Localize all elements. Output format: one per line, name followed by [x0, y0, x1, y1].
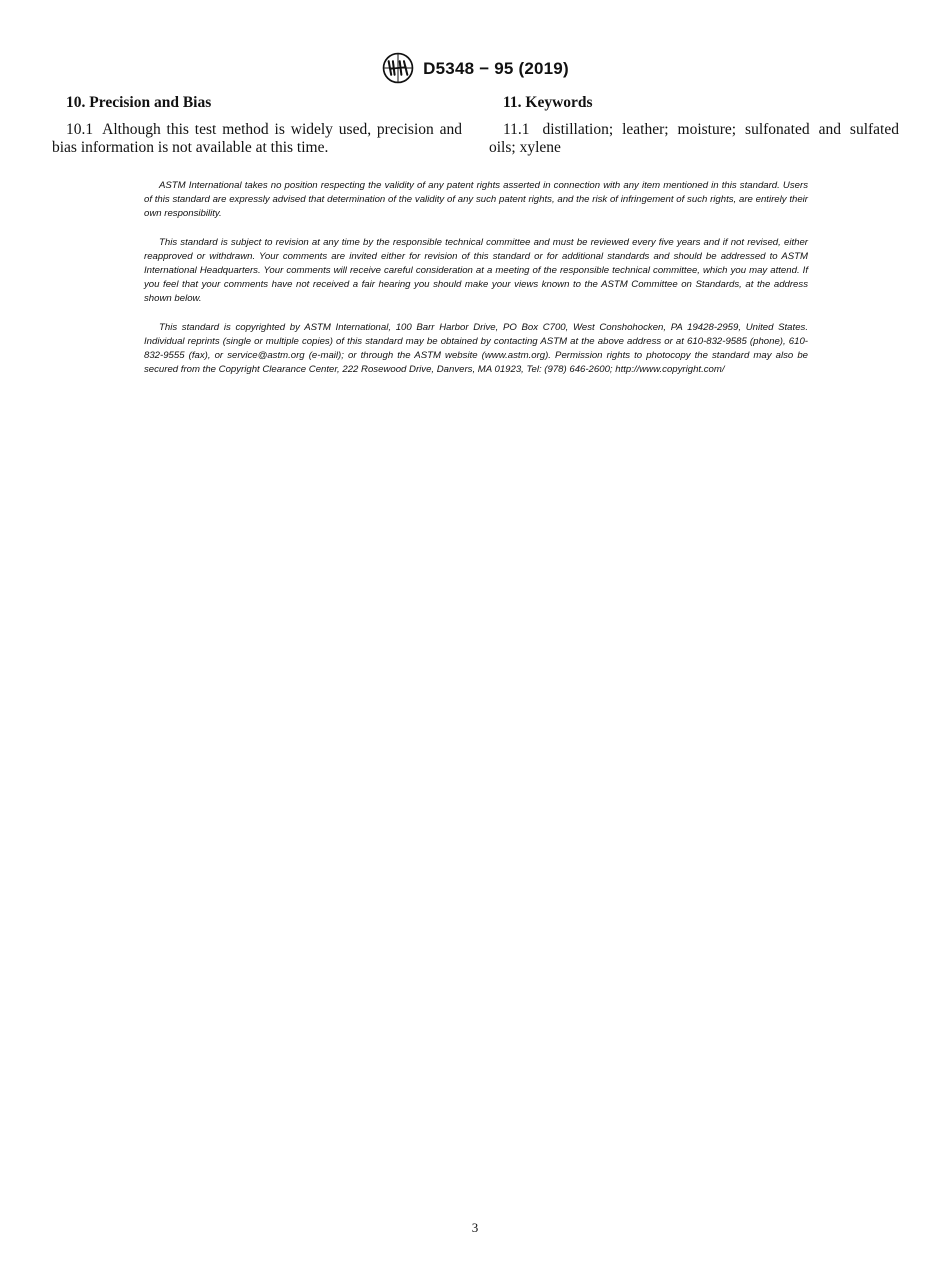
revision-notice: This standard is subject to revision at any time by the responsible technical committee and must be reviewed every five years and if not revised, either reapproved or withdrawn. Your comments are invited either for revision of this standard or for additional standards and should be addressed to ASTM International Headquarters. Your comments will receive careful consideration at a meeting of the responsible technical committee, which you may attend. If you feel that your comments have not received a fair hearing you should make your views known to the ASTM Committee on Standards, at the address shown below. — [144, 237, 808, 304]
section-heading: 11. Keywords — [503, 94, 593, 111]
section-paragraph — [52, 121, 462, 157]
copyright-notice: This standard is copyrighted by ASTM International, 100 Barr Harbor Drive, PO Box C700, West Conshohocken, PA 19428-2959, United States. Individual reprints (single or multiple copies) of this standard may be obtained by contacting ASTM at the above address or at 610-832-9585 (phone), 610-832-9555 (fax), or service@astm.org (e-mail); or through the ASTM website (www.astm.org). Permission rights to photocopy the standard may also be secured from the Copyright Clearance Center, 222 Rosewood Drive, Danvers, MA 01923, Tel: (978) 646-2600; http://www.copyright.com/ — [144, 322, 808, 375]
patent-notice: ASTM International takes no position respecting the validity of any patent rights asserted in connection with any item mentioned in this standard. Users of this standard are expressly advised that determination of the validity of any such patent rights, and the risk of infringement of such rights, are entirely their own responsibility. — [144, 180, 808, 219]
section-heading: 10. Precision and Bias — [66, 94, 212, 111]
section-precision-and-bias — [52, 93, 462, 157]
legal-notices — [144, 179, 808, 393]
page-header — [0, 50, 950, 86]
page-number: 3 — [471, 1220, 479, 1235]
section-keywords — [489, 93, 899, 157]
paragraph-text: Although this test method is widely used, precision and bias information is not available at this time. — [52, 121, 462, 156]
section-paragraph — [489, 121, 899, 157]
astm-logo-icon — [381, 51, 415, 85]
paragraph-number: 11.1 — [503, 121, 530, 138]
standard-designation: D5348 − 95 (2019) — [423, 58, 569, 78]
paragraph-number: 10.1 — [66, 121, 94, 138]
paragraph-text: distillation; leather; moisture; sulfonated and sulfated oils; xylene — [489, 121, 899, 156]
